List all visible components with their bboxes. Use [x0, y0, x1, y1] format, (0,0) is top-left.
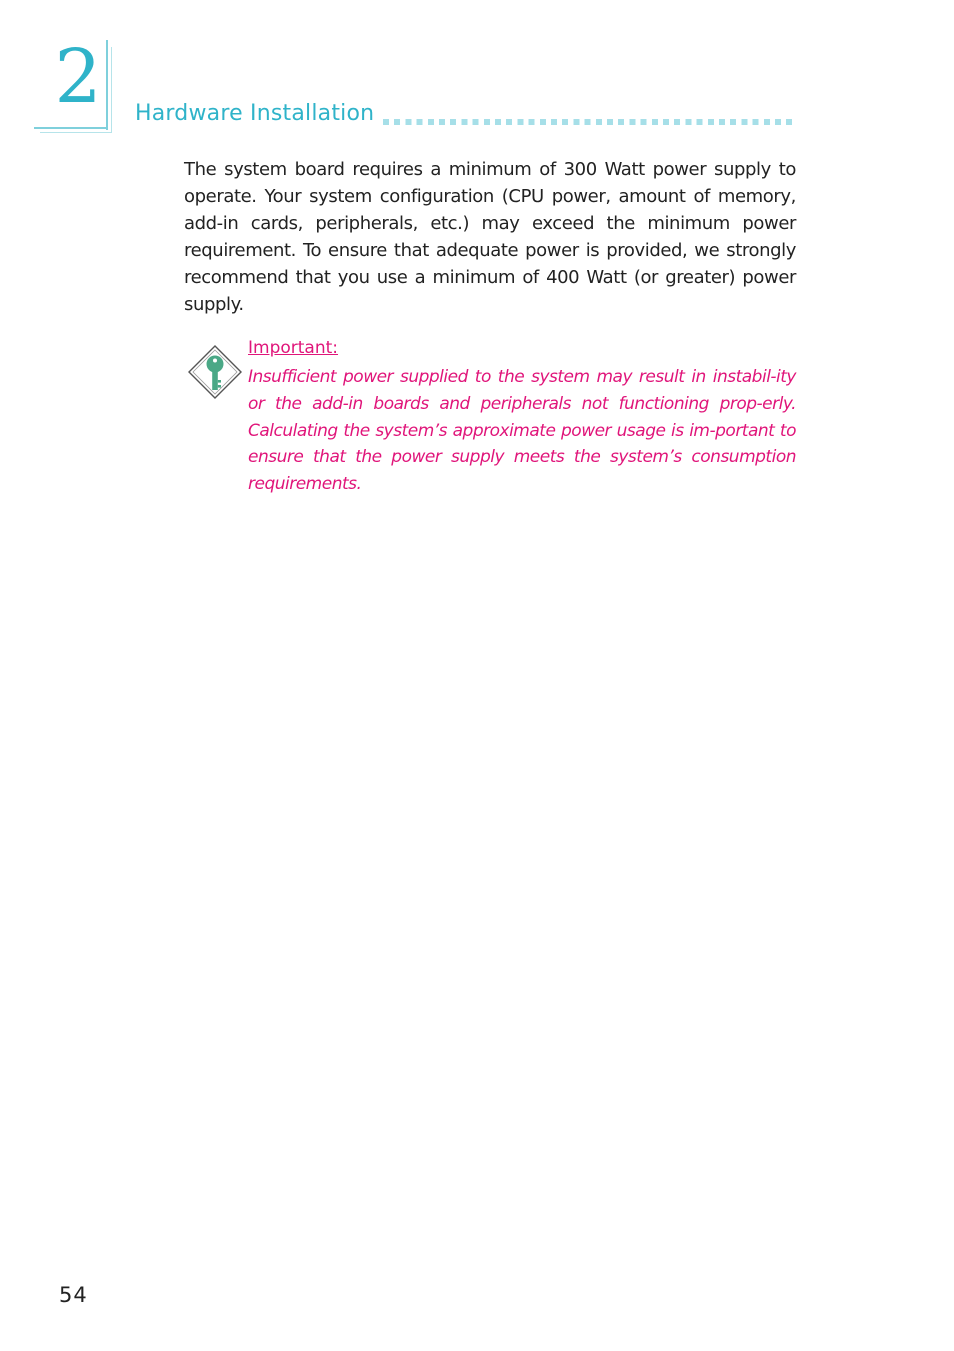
- note-heading: Important:: [248, 338, 339, 358]
- chapter-number: 2: [54, 34, 102, 120]
- page-number: 54: [59, 1283, 88, 1307]
- chapter-divider-vertical-shadow: [111, 47, 112, 133]
- body-paragraph: The system board requires a minimum of 300 Watt power supply to operate. Your system configuration (CPU power, amount of memory, add-in cards, peripherals, etc.) may exceed the minimum power requirement. To ensure that adequate power is provided, we strongly recommend that you use a minimum of 400 Watt (or greater) power supply.: [184, 159, 796, 315]
- section-title: Hardware Installation: [135, 101, 375, 126]
- chapter-divider-horizontal-shadow: [40, 132, 112, 133]
- note-text: Insufficient power supplied to the system may result in instabil-ity or the add-in boards and peripherals not functioning prop-erly. Calculating the system’s approximate power usage is im-portant to ensure that the power supply meets the system’s consumption requirements.: [248, 367, 796, 495]
- chapter-divider-horizontal: [34, 127, 108, 129]
- chapter-divider-vertical: [106, 40, 108, 130]
- key-icon: [188, 345, 242, 399]
- title-dotted-rule: [383, 119, 797, 125]
